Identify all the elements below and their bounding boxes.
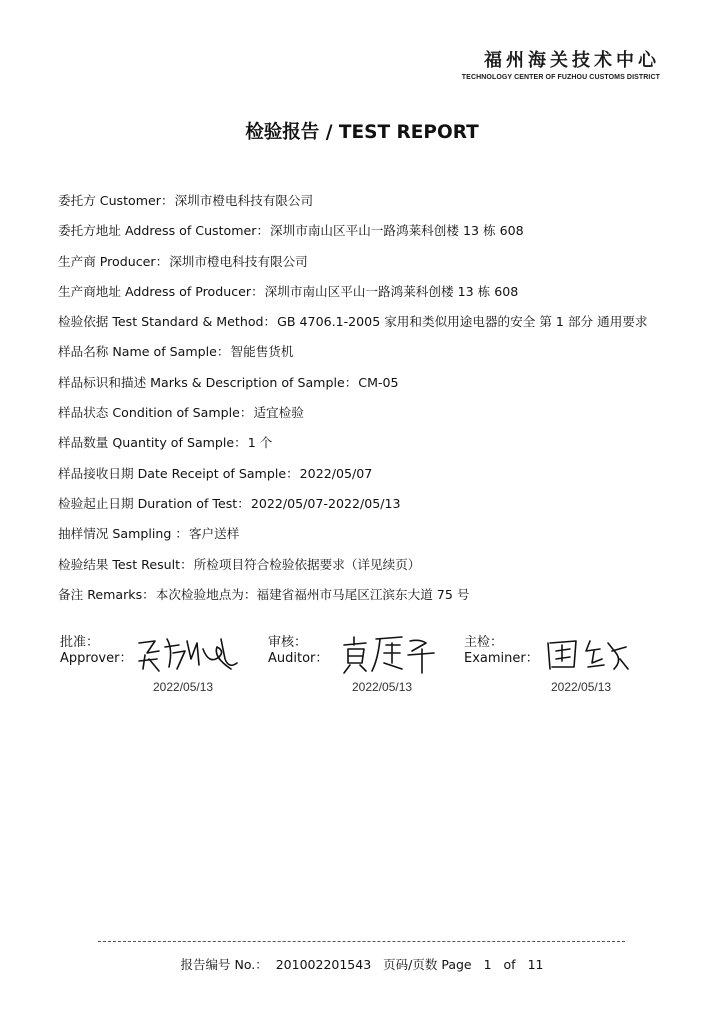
field-value: 所检项目符合检验依据要求（详见续页）	[193, 556, 421, 572]
auditor-label-en: Auditor：	[268, 651, 329, 666]
field-label: 备注 Remarks：	[58, 586, 155, 602]
field-producer	[58, 251, 678, 281]
auditor-date: 2022/05/13	[352, 680, 413, 694]
field-customer	[58, 190, 678, 220]
field-customer-address	[58, 220, 678, 250]
examiner-block	[464, 635, 539, 667]
field-label: 样品数量 Quantity of Sample：	[58, 435, 247, 451]
field-label: 样品标识和描述 Marks & Description of Sample：	[58, 374, 358, 390]
field-sampling	[58, 523, 678, 553]
field-sample-marks	[58, 372, 678, 402]
field-receipt-date	[58, 463, 678, 493]
auditor-block	[268, 635, 328, 667]
footer-divider	[98, 941, 625, 942]
approver-label-cn: 批准：	[60, 635, 100, 650]
field-label: 样品名称 Name of Sample：	[58, 344, 230, 360]
approver-label-en: Approver：	[60, 651, 133, 666]
examiner-label-cn: 主检：	[464, 635, 504, 650]
approver-date: 2022/05/13	[153, 680, 214, 694]
field-label: 生产商 Producer：	[58, 253, 169, 269]
field-test-result	[58, 554, 678, 584]
field-value: 深圳市南山区平山一路鸿莱科创楼 13 栋 608	[264, 283, 519, 299]
auditor-signature-icon	[340, 629, 440, 677]
report-fields	[58, 190, 678, 614]
report-number: 201002201543	[275, 957, 372, 972]
organization-name-en: TECHNOLOGY CENTER OF FUZHOU CUSTOMS DISTRICT	[461, 74, 660, 81]
report-title: 检验报告 / TEST REPORT	[245, 122, 479, 143]
page-number: 1	[483, 957, 492, 972]
organization-header	[462, 50, 660, 81]
field-value: 2022/05/07-2022/05/13	[250, 495, 401, 511]
field-sample-name	[58, 341, 678, 371]
field-value: 深圳市橙电科技有限公司	[169, 253, 308, 269]
examiner-label-en: Examiner：	[464, 651, 539, 666]
signature-block	[0, 635, 724, 705]
field-label: 检验结果 Test Result：	[58, 556, 193, 572]
report-number-label: 报告编号 No.：	[180, 957, 268, 972]
field-value: 客户送样	[188, 526, 240, 542]
organization-name-cn: 福州海关技术中心	[484, 50, 660, 71]
field-label: 委托方地址 Address of Customer：	[58, 223, 270, 239]
field-label: 样品状态 Condition of Sample：	[58, 405, 253, 421]
field-test-duration	[58, 493, 678, 523]
field-value: 深圳市橙电科技有限公司	[174, 193, 314, 208]
of-label: of	[503, 957, 516, 972]
page-footer	[0, 955, 724, 973]
field-test-standard	[58, 311, 678, 341]
page-total: 11	[527, 957, 544, 972]
field-producer-address	[58, 281, 678, 311]
field-label: 抽样情况 Sampling ：	[58, 526, 188, 542]
auditor-label-cn: 审核：	[268, 635, 308, 650]
page-label: 页码/页数 Page	[383, 957, 472, 972]
field-value: 深圳市南山区平山一路鸿莱科创楼 13 栋 608	[270, 223, 524, 239]
field-label: 检验依据 Test Standard & Method：	[58, 314, 277, 330]
field-sample-condition	[58, 402, 678, 432]
field-value: GB 4706.1-2005 家用和类似用途电器的安全 第 1 部分 通用要求	[277, 314, 648, 330]
field-value: CM-05	[358, 374, 399, 390]
field-remarks	[58, 584, 678, 614]
field-value: 2022/05/07	[299, 465, 373, 481]
field-label: 委托方 Customer：	[58, 193, 174, 208]
field-label: 样品接收日期 Date Receipt of Sample：	[58, 465, 299, 481]
field-value: 本次检验地点为：福建省福州市马尾区江滨东大道 75 号	[155, 586, 470, 602]
field-value: 智能售货机	[230, 344, 294, 360]
approver-block	[60, 635, 132, 667]
examiner-signature-icon	[542, 629, 632, 677]
field-label: 生产商地址 Address of Producer：	[58, 283, 264, 299]
field-value: 1 个	[247, 435, 273, 451]
examiner-date: 2022/05/13	[551, 680, 612, 694]
field-sample-quantity	[58, 432, 678, 462]
field-value: 适宜检验	[253, 405, 304, 421]
approver-signature-icon	[133, 629, 243, 677]
field-label: 检验起止日期 Duration of Test：	[58, 495, 250, 511]
